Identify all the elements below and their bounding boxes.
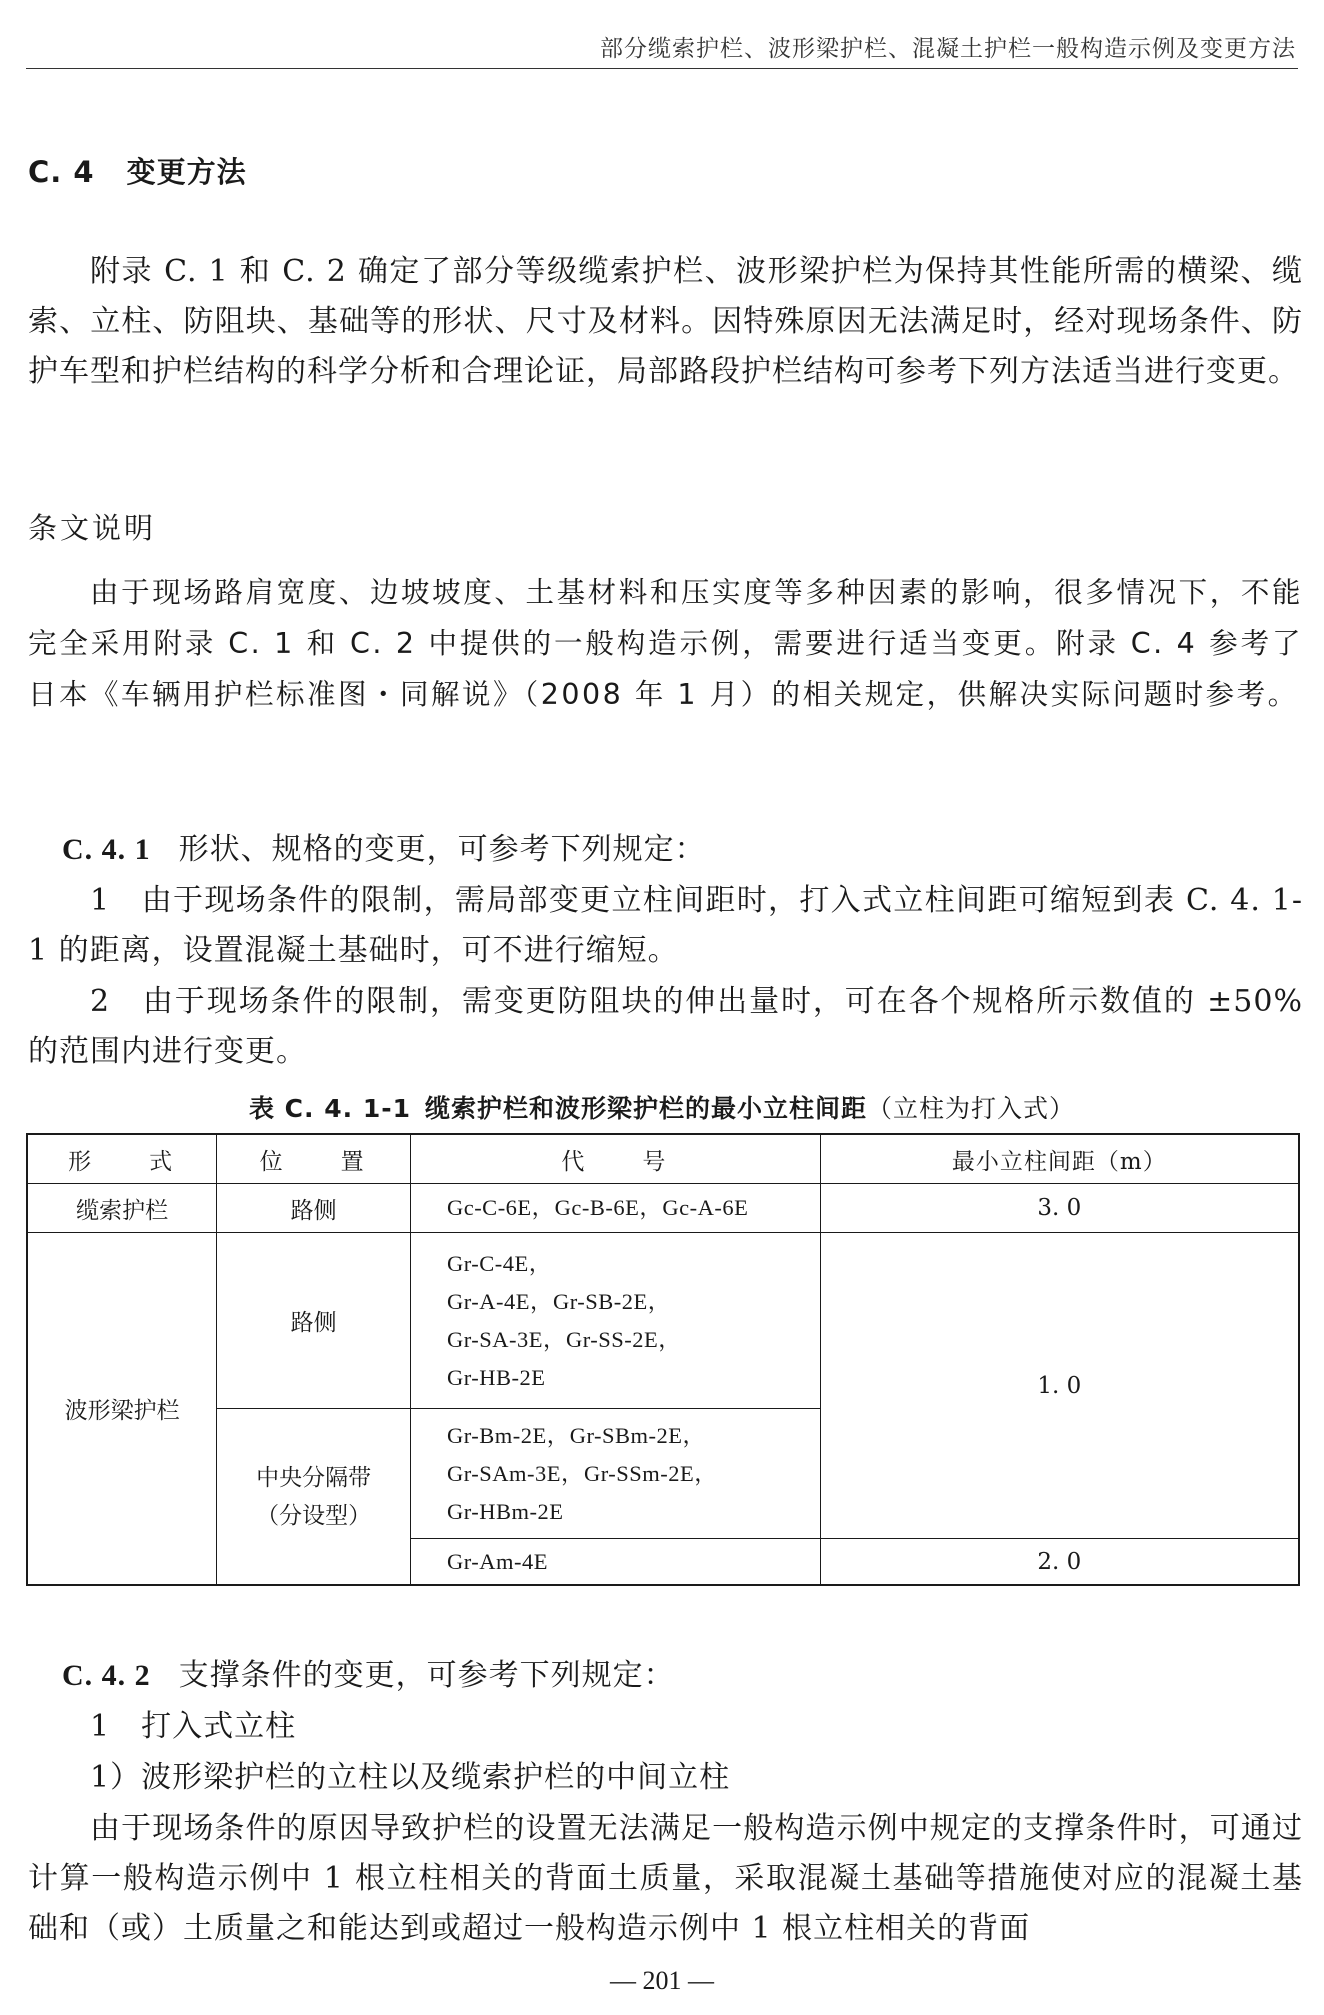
cell-position: [217, 1409, 411, 1586]
position-line: 中央分隔带: [256, 1464, 372, 1491]
header-type: 形 式: [27, 1134, 217, 1184]
cell-type: 波形梁护栏: [27, 1233, 217, 1586]
clause-item-2: 2 由于现场条件的限制，需变更防阻块的伸出量时，可在各个规格所示数值的 ±50% 的范围内进行变更。: [28, 984, 1303, 1069]
page-number: — 201 —: [610, 1966, 714, 1995]
table-note: （立柱为打入式）: [867, 1094, 1076, 1123]
cell-code: [410, 1233, 820, 1409]
table-caption: [0, 1089, 1324, 1125]
code-line: Gr-A-4E，Gr-SB-2E，: [446, 1288, 671, 1314]
cell-code: [410, 1409, 820, 1539]
intro-paragraph: 附录 C. 1 和 C. 2 确定了部分等级缆索护栏、波形梁护栏为保持其性能所需的横梁、缆索、立柱、防阻块、基础等的形状、尺寸及材料。因特殊原因无法满足时，经对现场条件、防护车型和护栏结构的科学分析和合理论证，局部路段护栏结构可参考下列方法适当进行变更。: [28, 254, 1303, 389]
clause-body: 由于现场条件的原因导致护栏的设置无法满足一般构造示例中规定的支撑条件时，可通过计算一般构造示例中 1 根立柱相关的背面土质量，采取混凝土基础等措施使对应的混凝土基础和（或）土质量之和能达到或超过一般构造示例中 1 根立柱相关的背面: [28, 1811, 1303, 1946]
table-number: 表 C. 4. 1-1: [248, 1094, 411, 1123]
table-row: [27, 1184, 1299, 1233]
table-header-row: [27, 1134, 1299, 1184]
code-line: Gr-SAm-3E，Gr-SSm-2E，: [446, 1460, 718, 1486]
running-title: 部分缆索护栏、波形梁护栏、混凝土护栏一般构造示例及变更方法: [600, 36, 1296, 62]
clause-text: 形状、规格的变更，可参考下列规定：: [178, 832, 706, 867]
running-header: [26, 24, 1298, 69]
cell-position: 路侧: [217, 1184, 411, 1233]
clause-item-1: 1 由于现场条件的限制，需局部变更立柱间距时，打入式立柱间距可缩短到表 C. 4. 1-1 的距离，设置混凝土基础时，可不进行缩短。: [28, 883, 1303, 968]
cell-code: Gc-C-6E，Gc-B-6E，Gc-A-6E: [410, 1184, 820, 1233]
min-post-spacing-table: [26, 1133, 1300, 1586]
note-title: 条文说明: [28, 511, 157, 545]
code-line: Gr-HBm-2E: [446, 1498, 564, 1524]
cell-position: 路侧: [217, 1233, 411, 1409]
code-line: Gr-C-4E，: [446, 1250, 552, 1276]
clause-text: 支撑条件的变更，可参考下列规定：: [178, 1658, 675, 1693]
clause-number: C. 4. 2: [62, 1659, 151, 1692]
section-heading: [28, 150, 247, 191]
header-code: 代 号: [410, 1134, 820, 1184]
clause-item-1: 1 打入式立柱: [90, 1709, 297, 1744]
header-position: 位 置: [217, 1134, 411, 1184]
position-line: （分设型）: [256, 1502, 372, 1529]
section-number: C. 4: [28, 155, 95, 189]
clause-c-4-1: [28, 825, 1303, 875]
header-spacing: 最小立柱间距（m）: [820, 1134, 1299, 1184]
clause-c-4-2: [28, 1651, 1303, 1701]
clause-subitem-1: 1）波形梁护栏的立柱以及缆索护栏的中间立柱: [90, 1760, 731, 1795]
clause-number: C. 4. 1: [62, 833, 151, 866]
cell-spacing: 3. 0: [820, 1184, 1299, 1233]
cell-type: 缆索护栏: [27, 1184, 217, 1233]
code-line: Gr-SA-3E，Gr-SS-2E，: [446, 1326, 682, 1352]
table-row: [27, 1233, 1299, 1409]
section-title: 变更方法: [126, 155, 247, 189]
code-line: Gr-Bm-2E，Gr-SBm-2E，: [446, 1422, 706, 1448]
cell-spacing: 1. 0: [820, 1233, 1299, 1539]
code-line: Gr-HB-2E: [446, 1364, 546, 1390]
note-paragraph: 由于现场路肩宽度、边坡坡度、土基材料和压实度等多种因素的影响，很多情况下，不能完全采用附录 C. 1 和 C. 2 中提供的一般构造示例，需要进行适当变更。附录 C. 4 参考了日本《车辆用护栏标准图・同解说》（2008 年 1 月）的相关规定，供解决实际问题时参考。: [28, 576, 1303, 711]
cell-spacing: 2. 0: [820, 1539, 1299, 1586]
table-title: 缆索护栏和波形梁护栏的最小立柱间距: [424, 1094, 867, 1123]
cell-code: Gr-Am-4E: [410, 1539, 820, 1586]
